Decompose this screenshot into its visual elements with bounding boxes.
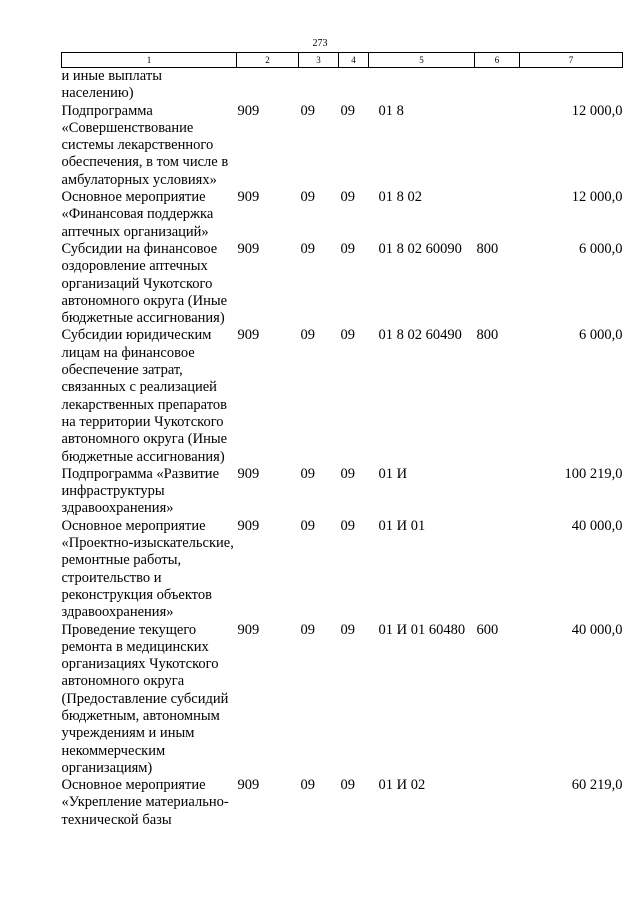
ministry-code-cell: 909 — [237, 465, 260, 482]
budget-table — [61, 52, 623, 829]
row-name-cell: Проведение текущего ремонта в медицинских организациях Чукотского автономного округа (Предоставление субсидий бюджетным, автономным учреждениям и иным некоммерческим организациям) — [61, 621, 229, 776]
amount-cell: 12 000,0 — [571, 189, 623, 206]
ministry-code-cell: 909 — [237, 102, 260, 119]
subsection-code-cell: 09 — [340, 465, 355, 482]
subsection-code-cell: 09 — [340, 102, 355, 119]
column-header-7: 7 — [520, 53, 623, 68]
ministry-code-cell: 909 — [237, 517, 260, 534]
amount-cell: 40 000,0 — [571, 621, 623, 638]
row-name-cell: Основное мероприятие «Финансовая поддержка аптечных организаций» — [61, 189, 214, 240]
expense-type-cell — [475, 68, 520, 103]
section-code-cell: 09 — [300, 102, 315, 119]
target-article-cell: 01 8 02 60090 — [378, 240, 462, 257]
table-row — [62, 241, 623, 327]
row-name-cell: Субсидии на финансовое оздоровление аптечных организаций Чукотского автономного округа (Иные бюджетные ассигнования) — [61, 240, 228, 327]
subsection-code-cell: 09 — [340, 327, 355, 344]
target-article-cell: 01 И 01 — [378, 517, 426, 534]
ministry-code-cell — [237, 68, 299, 103]
expense-type-cell: 800 — [476, 327, 499, 344]
ministry-code-cell: 909 — [237, 777, 260, 794]
section-code-cell: 09 — [300, 240, 315, 257]
section-code-cell — [299, 68, 339, 103]
expense-type-cell — [475, 466, 520, 518]
amount-cell: 60 219,0 — [571, 777, 623, 794]
table-body — [62, 68, 623, 830]
amount-cell: 40 000,0 — [571, 517, 623, 534]
section-code-cell: 09 — [300, 189, 315, 206]
ministry-code-cell: 909 — [237, 240, 260, 257]
target-article-cell: 01 И — [378, 465, 408, 482]
subsection-code-cell: 09 — [340, 777, 355, 794]
section-code-cell: 09 — [300, 777, 315, 794]
row-name-cell: Подпрограмма «Развитие инфраструктуры здравоохранения» — [61, 465, 220, 517]
table-row — [62, 189, 623, 241]
ministry-code-cell: 909 — [237, 327, 260, 344]
section-code-cell: 09 — [300, 621, 315, 638]
ministry-code-cell: 909 — [237, 189, 260, 206]
target-article-cell: 01 И 02 — [378, 777, 426, 794]
subsection-code-cell: 09 — [340, 189, 355, 206]
subsection-code-cell — [339, 68, 369, 103]
table-row — [62, 103, 623, 189]
subsection-code-cell: 09 — [340, 240, 355, 257]
column-header-4: 4 — [339, 53, 369, 68]
expense-type-cell — [475, 777, 520, 829]
table-row — [62, 466, 623, 518]
table-row — [62, 68, 623, 103]
column-header-5: 5 — [369, 53, 475, 68]
target-article-cell: 01 8 — [378, 102, 404, 119]
target-article-cell: 01 8 02 — [378, 189, 422, 206]
ministry-code-cell: 909 — [237, 621, 260, 638]
amount-cell: 6 000,0 — [579, 240, 623, 257]
column-header-6: 6 — [475, 53, 520, 68]
table-row — [62, 777, 623, 829]
table-row — [62, 327, 623, 465]
column-header-2: 2 — [237, 53, 299, 68]
page-number: 273 — [312, 38, 328, 49]
expense-type-cell — [475, 103, 520, 189]
amount-cell: 12 000,0 — [571, 102, 623, 119]
target-article-cell: 01 8 02 60490 — [378, 327, 462, 344]
expense-type-cell: 600 — [476, 621, 499, 638]
section-code-cell: 09 — [300, 517, 315, 534]
column-header-1: 1 — [62, 53, 237, 68]
row-name-cell: Основное мероприятие «Проектно-изыскательские, ремонтные работы, строительство и реконструкция объектов здравоохранения» — [61, 517, 234, 621]
amount-cell: 6 000,0 — [579, 327, 623, 344]
subsection-code-cell: 09 — [340, 517, 355, 534]
expense-type-cell — [475, 518, 520, 622]
table-header-row — [62, 53, 623, 68]
expense-type-cell: 800 — [476, 240, 499, 257]
row-name-cell: Подпрограмма «Совершенствование системы лекарственного обеспечения, в том числе в амбулаторных условиях» — [61, 102, 229, 188]
section-code-cell: 09 — [300, 465, 315, 482]
section-code-cell: 09 — [300, 327, 315, 344]
amount-cell: 100 219,0 — [564, 465, 623, 482]
row-name-cell: Субсидии юридическим лицам на финансовое обеспечение затрат, связанных с реализацией лекарственных препаратов на территории Чукотского автономного округа (Иные бюджетные ассигнования) — [61, 327, 228, 465]
subsection-code-cell: 09 — [340, 621, 355, 638]
row-name-cell: Основное мероприятие «Укрепление материально-технической базы — [61, 777, 229, 828]
expense-type-cell — [475, 189, 520, 241]
target-article-cell — [369, 68, 475, 103]
row-name-cell: и иные выплаты населению) — [61, 68, 162, 102]
target-article-cell: 01 И 01 60480 — [378, 621, 466, 638]
table-row — [62, 518, 623, 622]
table-row — [62, 622, 623, 778]
amount-cell — [520, 68, 623, 103]
column-header-3: 3 — [299, 53, 339, 68]
